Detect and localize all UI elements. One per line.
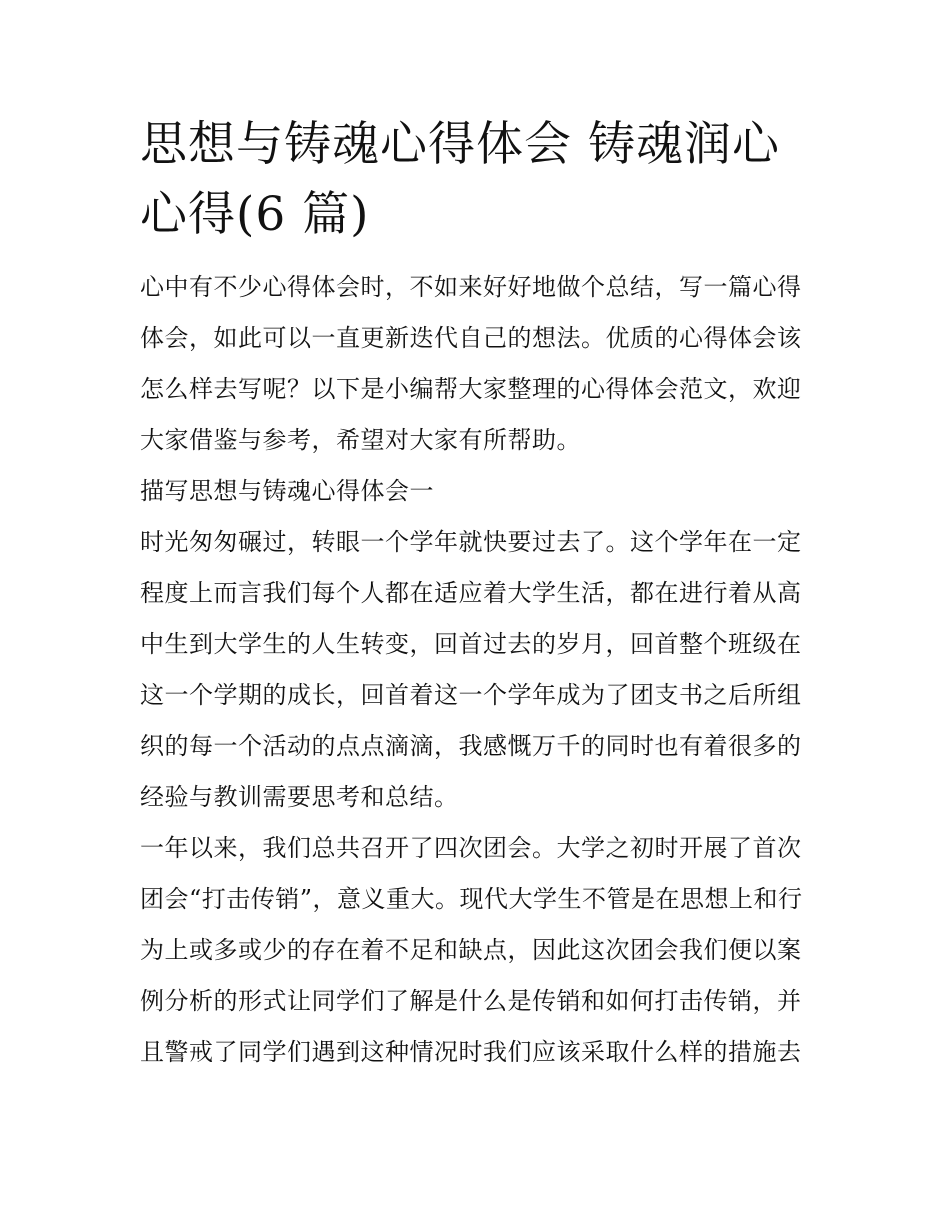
text-line: 经验与教训需要思考和总结。 [140,783,459,811]
text-line: 例分析的形式让同学们了解是什么是传销和如何打击传销，并 [140,987,802,1015]
text-line: 这一个学期的成长，回首着这一个学年成为了团支书之后所组 [140,681,802,709]
text-line: 大家借鉴与参考，希望对大家有所帮助。 [140,426,581,454]
document-page [140,110,815,1078]
text-line: 团会“打击传销”，意义重大。现代大学生不管是在思想上和行 [140,885,803,913]
text-line: 织的每一个活动的点点滴滴，我感慨万千的同时也有着很多的 [140,732,802,760]
text-line: 程度上而言我们每个人都在适应着大学生活，都在进行着从高 [140,579,802,607]
text-line: 为上或多或少的存在着不足和缺点，因此这次团会我们便以案 [140,936,802,964]
section-heading: 描写思想与铸魂心得体会一 [140,477,434,505]
text-line: 怎么样去写呢？以下是小编帮大家整理的心得体会范文，欢迎 [140,375,802,403]
text-line: 一年以来，我们总共召开了四次团会。大学之初时开展了首次 [140,834,802,862]
document-body [140,262,815,1078]
text-line: 时光匆匆碾过，转眼一个学年就快要过去了。这个学年在一定 [140,528,802,556]
text-line: 心中有不少心得体会时，不如来好好地做个总结，写一篇心得 [140,273,802,301]
title-line: 心得(6 篇) [140,187,370,242]
text-line: 且警戒了同学们遇到这种情况时我们应该采取什么样的措施去 [140,1038,802,1066]
text-line: 中生到大学生的人生转变，回首过去的岁月，回首整个班级在 [140,630,802,658]
title-line: 思想与铸魂心得体会 铸魂润心 [140,117,780,172]
document-title [140,110,815,250]
text-line: 体会，如此可以一直更新迭代自己的想法。优质的心得体会该 [140,324,802,352]
